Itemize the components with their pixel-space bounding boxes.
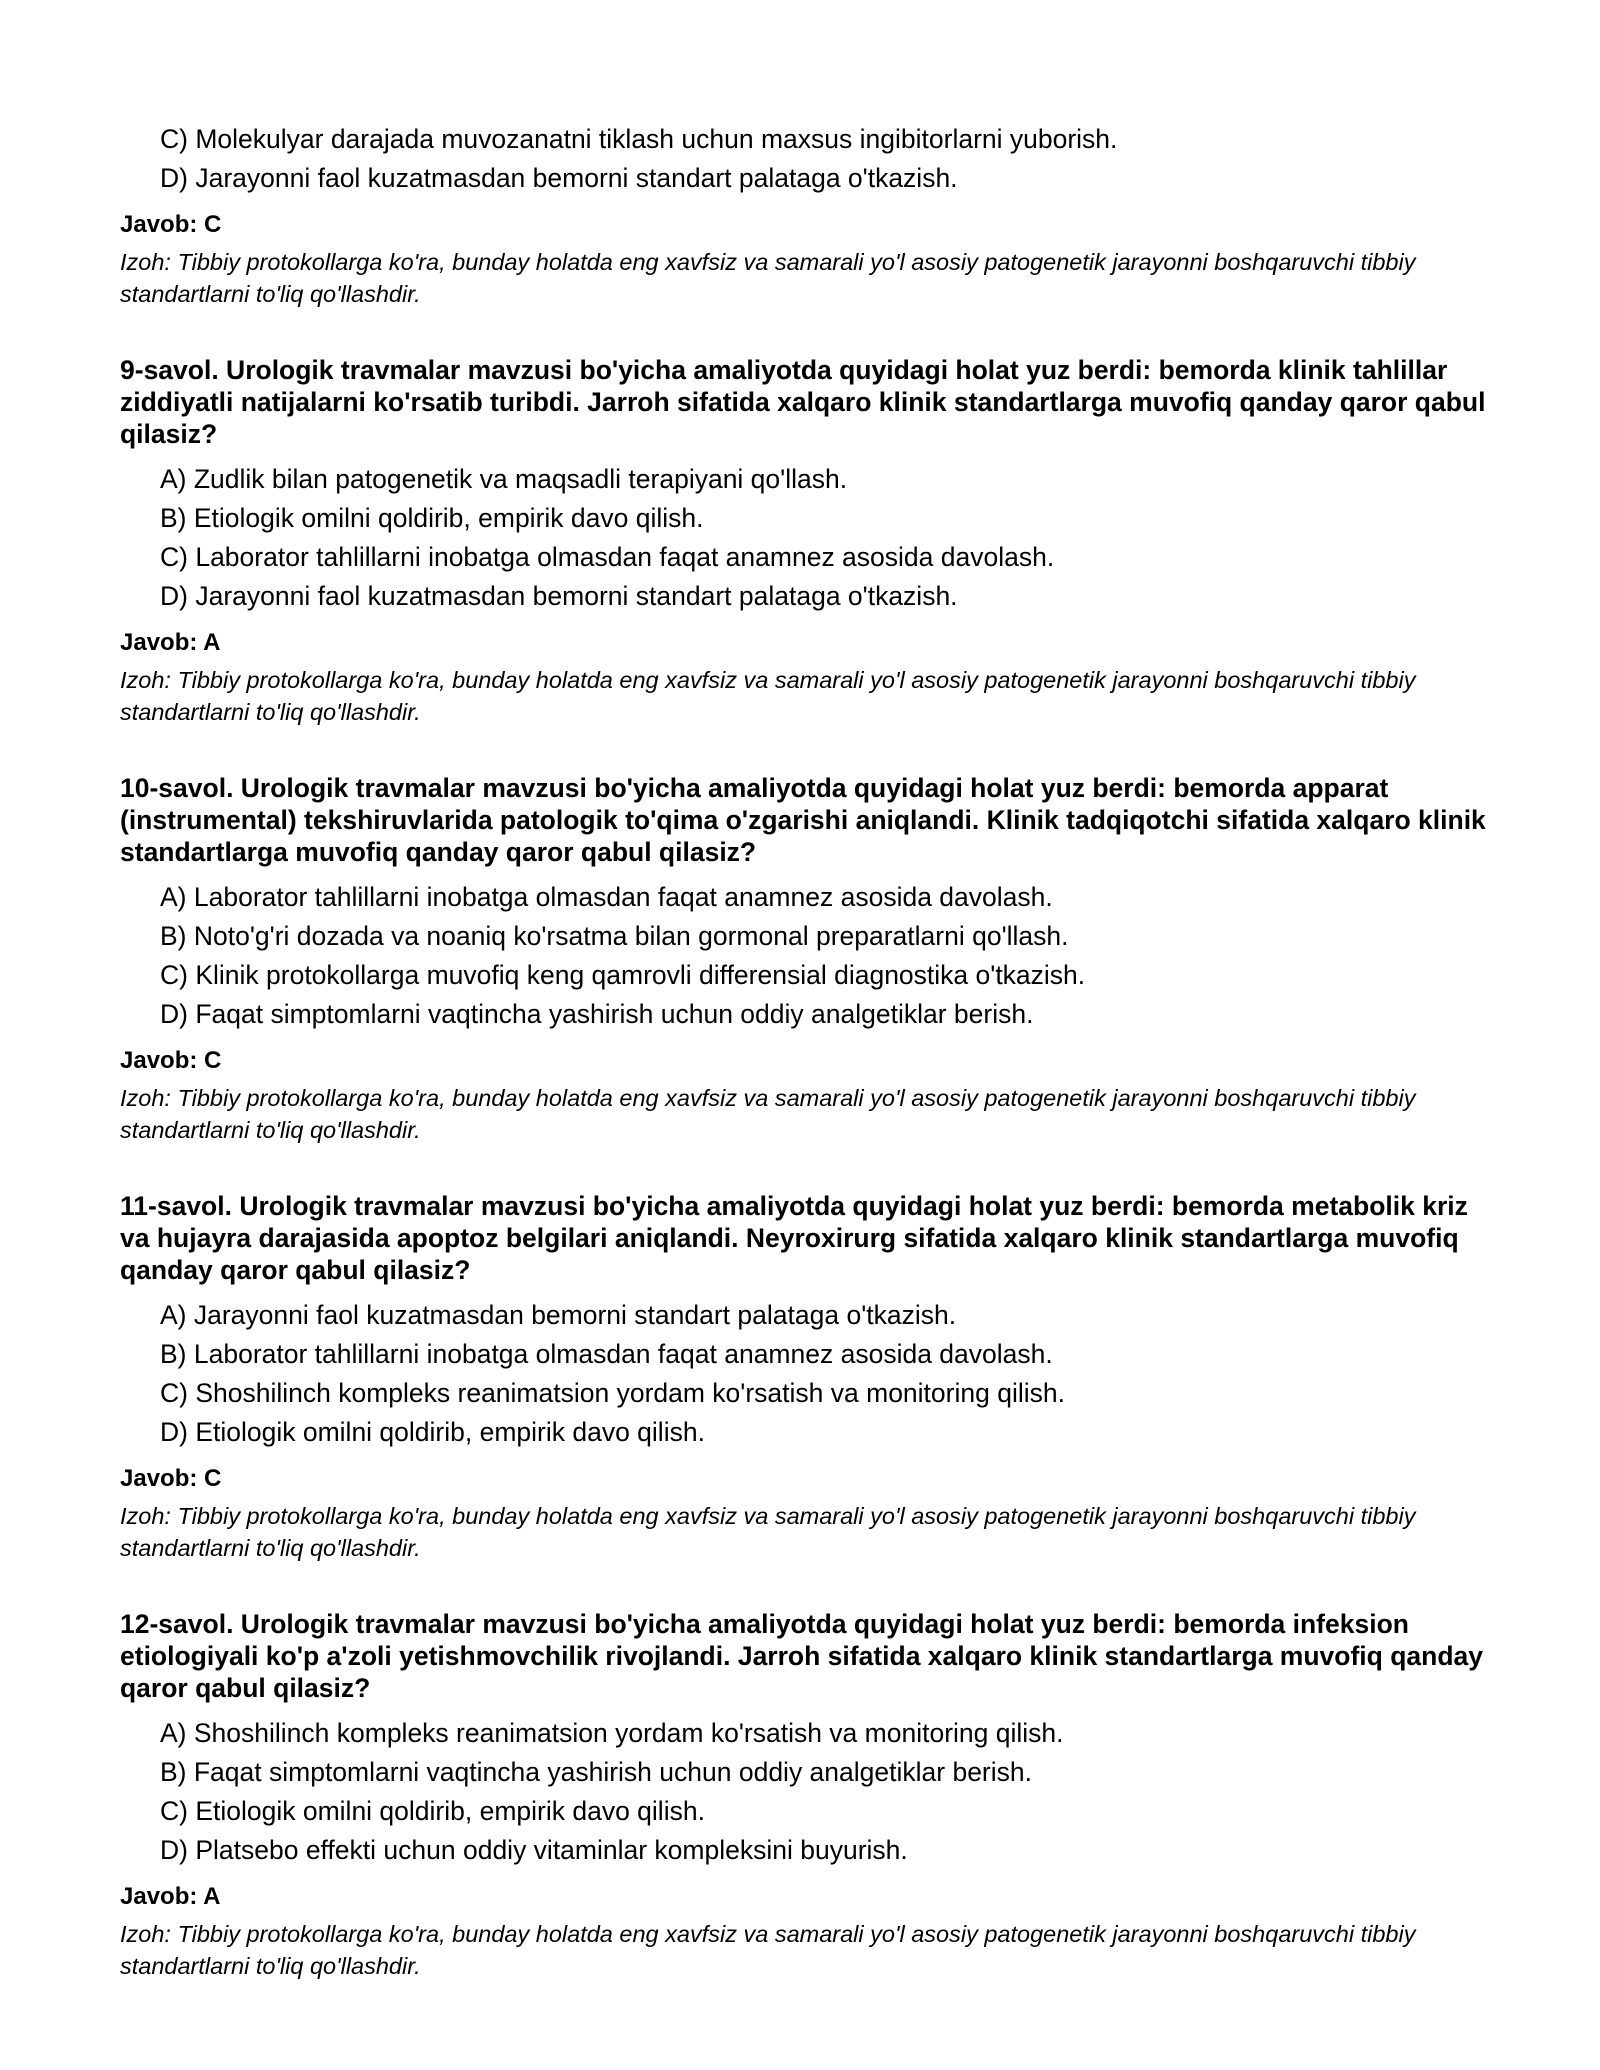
option-list (120, 878, 1490, 1034)
option-a: A) Jarayonni faol kuzatmasdan bemorni standart palataga o'tkazish. (160, 1300, 957, 1330)
option-c: C) Laborator tahlillarni inobatga olmasdan faqat anamnez asosida davolash. (160, 542, 1055, 572)
answer-label: Javob: A (120, 629, 221, 656)
answer-label: Javob: C (120, 1047, 222, 1074)
question-text: 9-savol. Urologik travmalar mavzusi bo'yicha amaliyotda quyidagi holat yuz berdi: bemorda klinik tahlillar ziddiyatli natijalarni ko'rsatib turibdi. Jarroh sifatida xalqaro klinik standartlarga muvofiq qanday qaror qabul qilasiz? (120, 355, 1486, 449)
question-text: 11-savol. Urologik travmalar mavzusi bo'yicha amaliyotda quyidagi holat yuz berdi: bemorda metabolik kriz va hujayra darajasida apoptoz belgilari aniqlandi. Neyroxirurg sifatida xalqaro klinik standartlarga muvofiq qanday qaror qabul qilasiz? (120, 1191, 1468, 1285)
option-list (120, 1296, 1490, 1452)
option-a: A) Laborator tahlillarni inobatga olmasdan faqat anamnez asosida davolash. (160, 882, 1053, 912)
option-list (120, 120, 1490, 198)
question-text: 10-savol. Urologik travmalar mavzusi bo'yicha amaliyotda quyidagi holat yuz berdi: bemorda apparat (instrumental) tekshiruvlarida patologik to'qima o'zgarishi aniqlandi. Klinik tadqiqotchi sifatida xalqaro klinik standartlarga muvofiq qanday qaror qabul qilasiz? (120, 773, 1486, 867)
answer-label: Javob: C (120, 211, 222, 238)
question-text: 12-savol. Urologik travmalar mavzusi bo'yicha amaliyotda quyidagi holat yuz berdi: bemorda infeksion etiologiyali ko'p a'zoli yetishmovchilik rivojlandi. Jarroh sifatida xalqaro klinik standartlarga muvofiq qanday qaror qabul qilasiz? (120, 1609, 1483, 1703)
option-d: D) Etiologik omilni qoldirib, empirik davo qilish. (160, 1417, 705, 1447)
question-12 (120, 1608, 1490, 1982)
option-c: C) Klinik protokollarga muvofiq keng qamrovli differensial diagnostika o'tkazish. (160, 960, 1086, 990)
question-9 (120, 354, 1490, 728)
option-list (120, 460, 1490, 616)
explanation-note: Izoh: Tibbiy protokollarga ko'ra, bunday holatda eng xavfsiz va samarali yo'l asosiy patogenetik jarayonni boshqaruvchi tibbiy standartlarni to'liq qo'llashdir. (120, 249, 1416, 307)
option-list (120, 1714, 1490, 1870)
answer-label: Javob: C (120, 1465, 222, 1492)
option-d: D) Jarayonni faol kuzatmasdan bemorni standart palataga o'tkazish. (160, 581, 958, 611)
option-b: B) Etiologik omilni qoldirib, empirik davo qilish. (160, 503, 704, 533)
option-b: B) Faqat simptomlarni vaqtincha yashirish uchun oddiy analgetiklar berish. (160, 1757, 1032, 1787)
question-10 (120, 772, 1490, 1146)
question-continued (120, 120, 1490, 310)
option-c: C) Etiologik omilni qoldirib, empirik davo qilish. (160, 1796, 705, 1826)
option-c: C) Molekulyar darajada muvozanatni tiklash uchun maxsus ingibitorlarni yuborish. (160, 124, 1118, 154)
question-11 (120, 1190, 1490, 1564)
option-d: D) Jarayonni faol kuzatmasdan bemorni standart palataga o'tkazish. (160, 163, 958, 193)
explanation-note: Izoh: Tibbiy protokollarga ko'ra, bunday holatda eng xavfsiz va samarali yo'l asosiy patogenetik jarayonni boshqaruvchi tibbiy standartlarni to'liq qo'llashdir. (120, 1921, 1416, 1979)
explanation-note: Izoh: Tibbiy protokollarga ko'ra, bunday holatda eng xavfsiz va samarali yo'l asosiy patogenetik jarayonni boshqaruvchi tibbiy standartlarni to'liq qo'llashdir. (120, 1503, 1416, 1561)
option-b: B) Laborator tahlillarni inobatga olmasdan faqat anamnez asosida davolash. (160, 1339, 1053, 1369)
explanation-note: Izoh: Tibbiy protokollarga ko'ra, bunday holatda eng xavfsiz va samarali yo'l asosiy patogenetik jarayonni boshqaruvchi tibbiy standartlarni to'liq qo'llashdir. (120, 1085, 1416, 1143)
answer-label: Javob: A (120, 1883, 221, 1910)
document-page (120, 120, 1490, 1982)
option-d: D) Faqat simptomlarni vaqtincha yashirish uchun oddiy analgetiklar berish. (160, 999, 1034, 1029)
option-b: B) Noto'g'ri dozada va noaniq ko'rsatma bilan gormonal preparatlarni qo'llash. (160, 921, 1069, 951)
option-d: D) Platsebo effekti uchun oddiy vitaminlar kompleksini buyurish. (160, 1835, 908, 1865)
option-c: C) Shoshilinch kompleks reanimatsion yordam ko'rsatish va monitoring qilish. (160, 1378, 1065, 1408)
explanation-note: Izoh: Tibbiy protokollarga ko'ra, bunday holatda eng xavfsiz va samarali yo'l asosiy patogenetik jarayonni boshqaruvchi tibbiy standartlarni to'liq qo'llashdir. (120, 667, 1416, 725)
option-a: A) Zudlik bilan patogenetik va maqsadli terapiyani qo'llash. (160, 464, 848, 494)
option-a: A) Shoshilinch kompleks reanimatsion yordam ko'rsatish va monitoring qilish. (160, 1718, 1064, 1748)
